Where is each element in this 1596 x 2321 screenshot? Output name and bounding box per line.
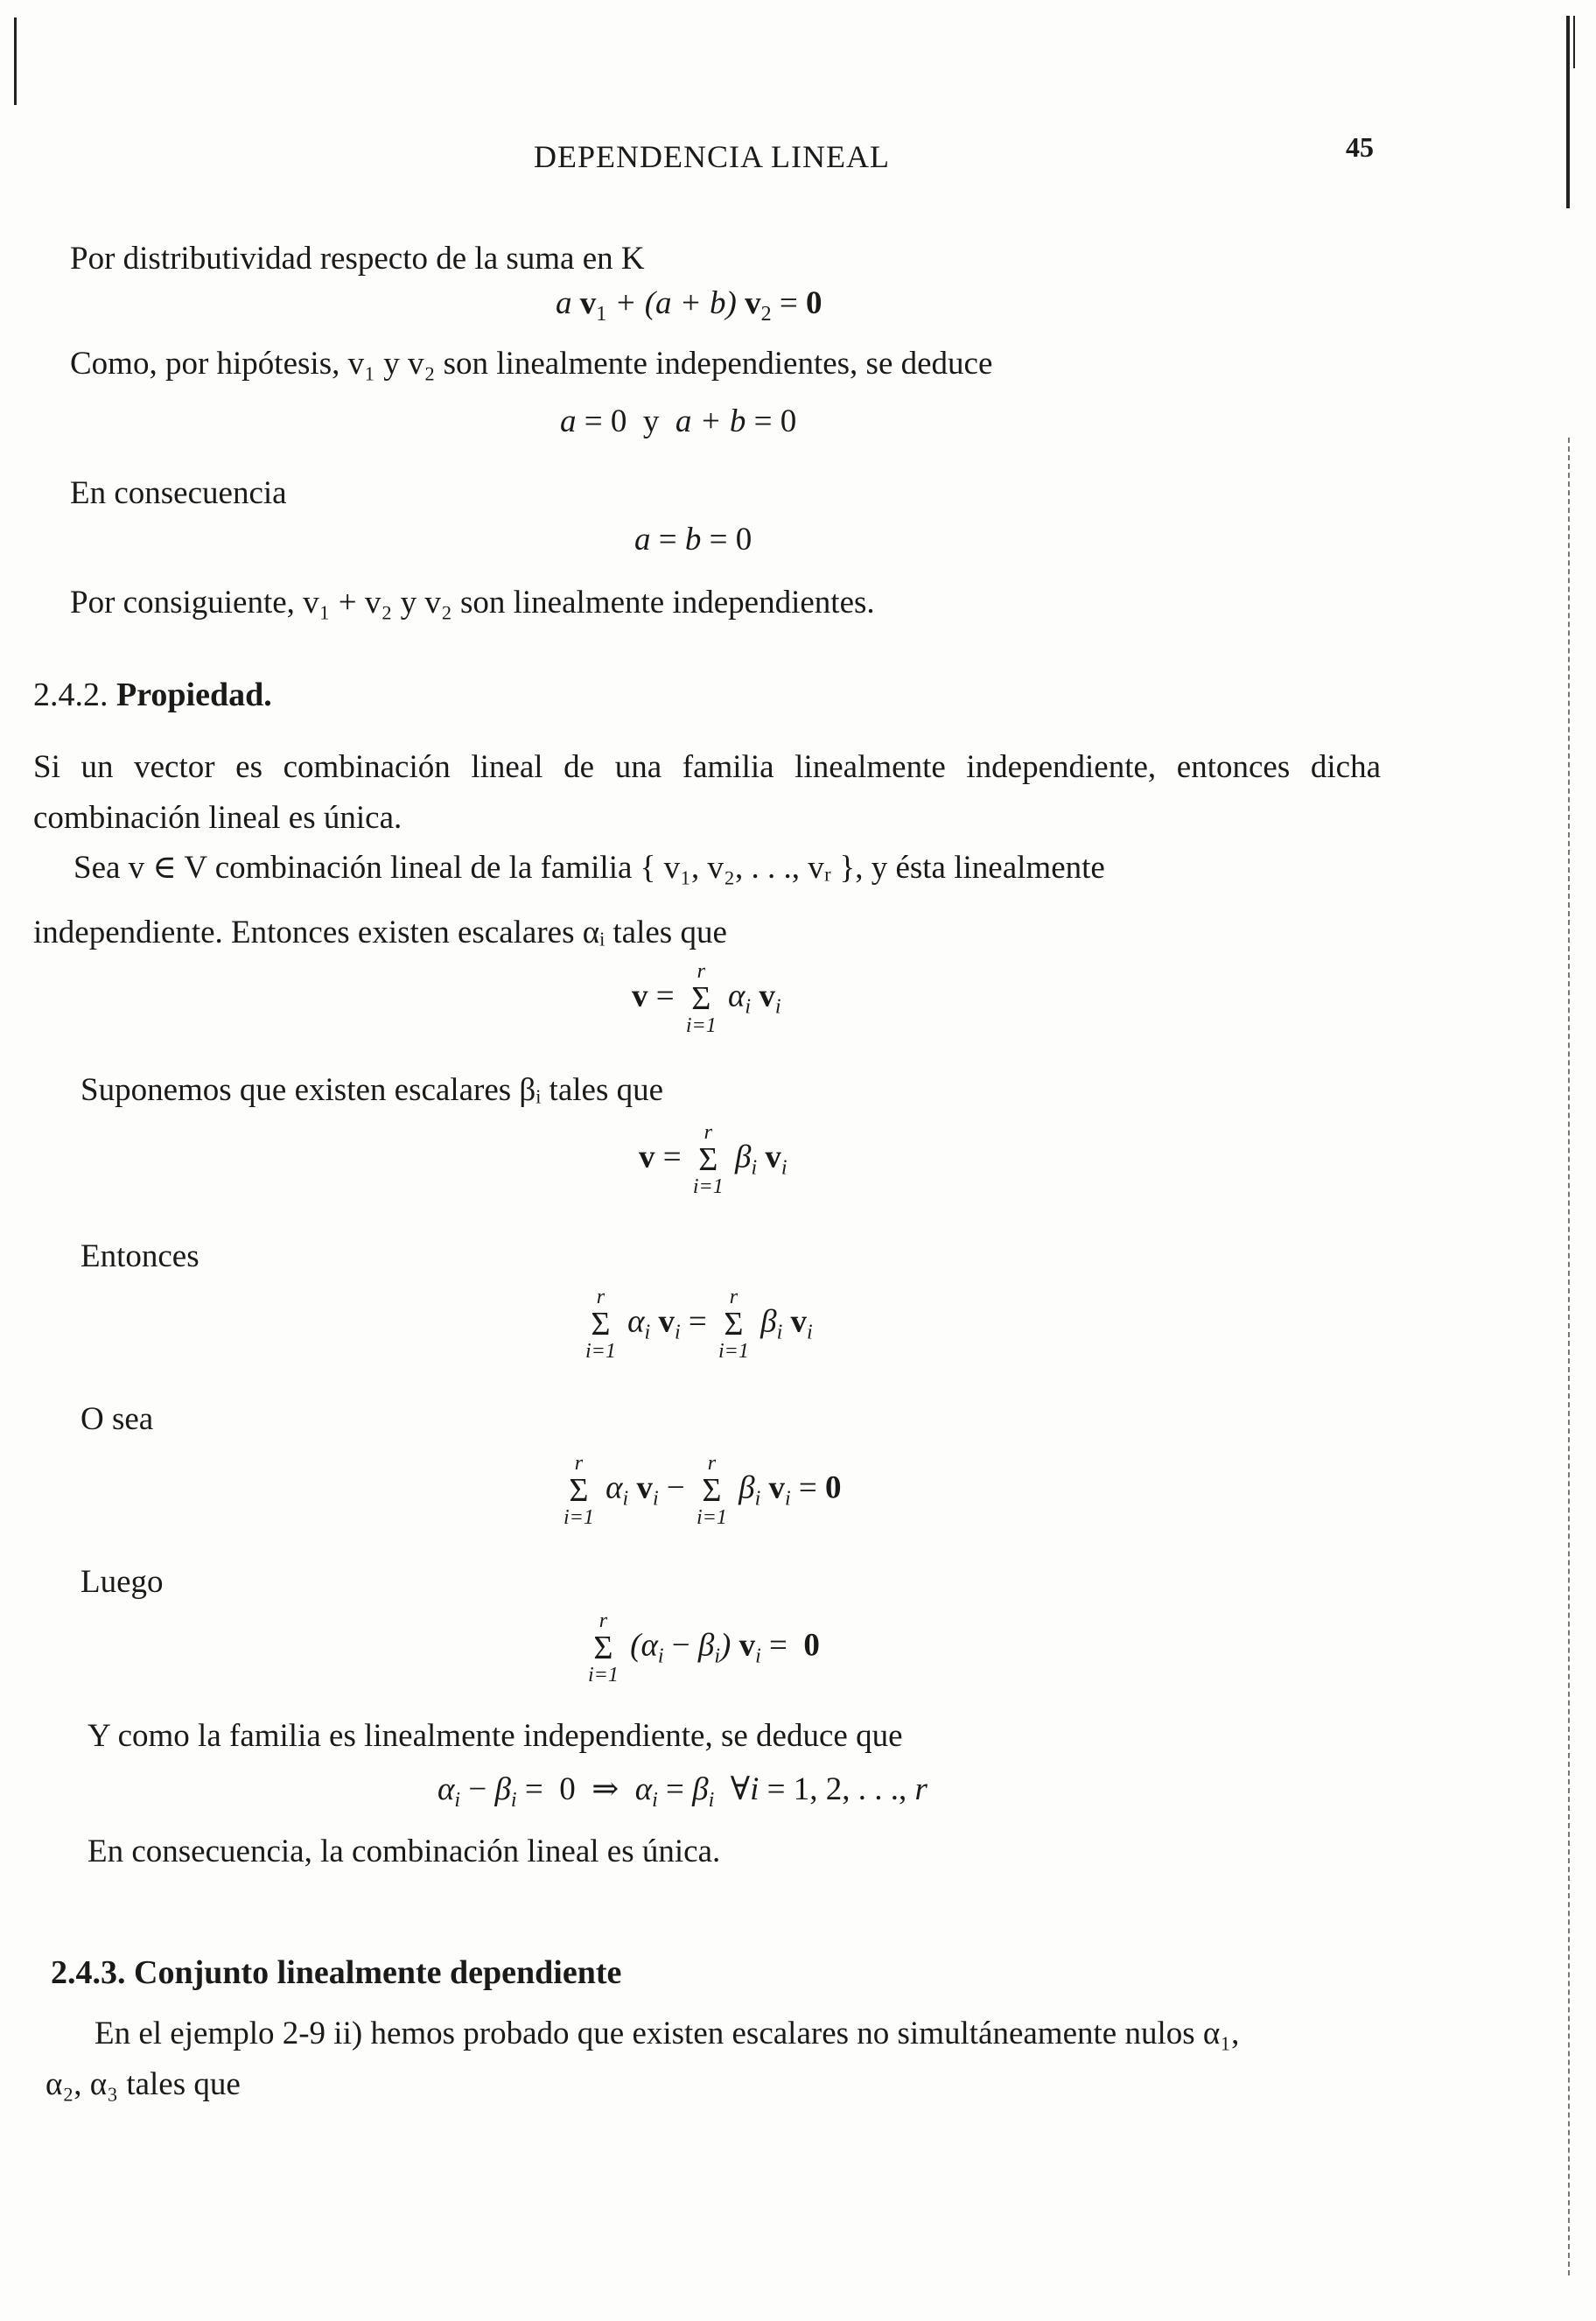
text-line: α₂, α₃ tales que (46, 2066, 241, 2102)
text-line: O sea (80, 1401, 154, 1437)
text-line: Como, por hipótesis, v₁ y v₂ son linealmente independientes, se deduce (70, 346, 993, 382)
equation-1: a $v_1 + (a + b) v_2 = 0$ (556, 285, 822, 326)
text-line: En consecuencia, la combinación lineal es única. (88, 1834, 721, 1869)
section-title: Conjunto linealmente dependiente (134, 1954, 622, 1991)
equation-2: a = 0 y a + b = 0 (560, 403, 797, 439)
section-number: 2.4.3. (51, 1954, 126, 1991)
text-line: Sea v ∈ V combinación lineal de la familia { v₁, v₂, . . ., vᵣ }, y ésta linealmente (74, 850, 1105, 886)
text-line: Suponemos que existen escalares βᵢ tales que (80, 1072, 664, 1108)
section-title: Propiedad. (116, 677, 272, 713)
text-line: En el ejemplo 2-9 ii) hemos probado que existen escalares no simultáneamente nulos α₁, (94, 2016, 1240, 2051)
equation-6: r Σ i=1 $\alpha_i$ $v_i$ = r Σ i=1 $\beta_i$ $v_i$ (585, 1286, 813, 1363)
text-line: Y como la familia es linealmente independiente, se deduce que (88, 1718, 903, 1754)
equation-5: v = r Σ i=1 $\beta_i$ $v_i$ (639, 1121, 788, 1198)
text-line: Entonces (80, 1238, 200, 1274)
page-number: 45 (1346, 131, 1374, 163)
equation-8: r Σ i=1 $(\alpha_i - \beta_i) v_i = 0$ (588, 1609, 820, 1686)
equation-9: $\alpha_i - \beta_i = 0$ ⇒ $\alpha_i = \beta_i$ ∀i = 1, 2, . . ., r (438, 1771, 928, 1812)
left-edge-mark (14, 18, 17, 105)
right-edge-mark (1566, 16, 1570, 208)
text-line: Por consiguiente, v₁ + v₂ y v₂ son linealmente independientes. (70, 585, 875, 621)
text-line: Por distributividad respecto de la suma en K (70, 241, 645, 277)
equation-4: v = r Σ i=1 $\alpha_i$ $v_i$ (632, 960, 781, 1037)
text-line: Luego (80, 1564, 164, 1600)
equation-3: a = b = 0 (634, 522, 752, 557)
property-statement: Si un vector es combinación lineal de una familia linealmente independiente, entonces dicha combinación lineal es única. (33, 749, 1381, 836)
section-heading-2-4-2 (33, 676, 272, 714)
equation-7: r Σ i=1 $\alpha_i$ $v_i$ − r Σ i=1 $\beta_i$ $v_i = 0$ (564, 1452, 842, 1529)
text-line: independiente. Entonces existen escalares αᵢ tales que (33, 915, 727, 950)
right-edge-mark-2 (1573, 16, 1575, 68)
text-line: En consecuencia (70, 475, 287, 511)
running-header: DEPENDENCIA LINEAL (534, 139, 890, 174)
section-heading-2-4-3 (51, 1953, 621, 1992)
right-edge-dotted (1568, 438, 1570, 2275)
section-number: 2.4.2. (33, 677, 108, 713)
